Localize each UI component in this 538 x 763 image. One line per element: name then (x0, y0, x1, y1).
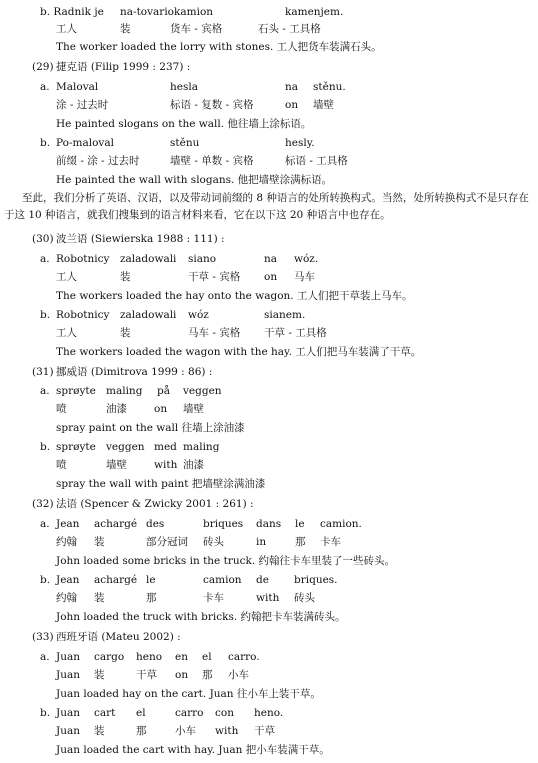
source-word: veggen (183, 385, 222, 397)
source-word: dans (256, 518, 282, 530)
source-word: cargo (94, 651, 125, 663)
gloss-word: 装 (94, 669, 105, 681)
gloss-word: 马车 - 宾格 (188, 327, 241, 339)
source-word: Maloval (56, 81, 99, 93)
source-word: carro (175, 707, 204, 719)
source-word: cart (94, 707, 116, 719)
source-word: des (146, 518, 165, 530)
translation: spray paint on the wall 往墙上涂油漆 (56, 422, 245, 434)
source-word: briques. (294, 574, 338, 586)
source-word: sprøyte (56, 441, 96, 453)
source-word: de (256, 574, 269, 586)
source-word: Robotnicy (56, 253, 110, 265)
source-word: achargé (94, 574, 138, 586)
source-word: le (146, 574, 156, 586)
example-label: b. (40, 441, 51, 453)
source-word: Jean (56, 518, 80, 530)
gloss-word: 干草 (136, 669, 157, 681)
gloss-word: 工人 (56, 23, 77, 35)
example-title: 法语 (Spencer & Zwicky 2001 : 261) : (56, 498, 254, 510)
translation: The worker loaded the lorry with stones. 工人把货车装满石头。 (56, 41, 382, 53)
gloss-word: 小车 (228, 669, 249, 681)
gloss-word: in (256, 536, 267, 548)
gloss-word: 砖头 (294, 592, 315, 604)
gloss-word: 那 (202, 669, 213, 681)
gloss-word: Juan (56, 669, 80, 681)
example-label: a. (40, 651, 50, 663)
gloss-word: 油漆 (183, 459, 204, 471)
example-number: (32) (32, 498, 54, 510)
translation: He painted the wall with slogans. 他把墙壁涂满标语。 (56, 174, 333, 186)
translation: Juan loaded hay on the cart. Juan 往小车上装干草。 (56, 688, 321, 700)
example-title: 捷克语 (Filip 1999 : 237) : (56, 61, 191, 73)
source-word: wóz. (294, 253, 319, 265)
translation: The workers loaded the wagon with the hay. 工人们把马车装满了干草。 (56, 346, 422, 358)
example-label: b. (40, 707, 51, 719)
source-word: maling (183, 441, 220, 453)
example-label: b. (40, 574, 51, 586)
source-word: briques (203, 518, 244, 530)
source-word: el (136, 707, 146, 719)
source-word: Juan (56, 707, 80, 719)
example-label: a. (40, 253, 50, 265)
source-word: sianem. (264, 309, 306, 321)
source-word: heno (136, 651, 163, 663)
gloss-word: 那 (295, 536, 306, 548)
translation: Juan loaded the cart with hay. Juan 把小车装满干草。 (56, 744, 330, 756)
source-word: kamenjem. (285, 6, 344, 18)
gloss-word: on (175, 669, 189, 681)
gloss-word: 装 (120, 271, 131, 283)
example-label: a. (40, 518, 50, 530)
gloss-word: 约翰 (56, 592, 77, 604)
gloss-word: Juan (56, 725, 80, 737)
source-word: wóz (188, 309, 209, 321)
source-word: veggen (106, 441, 145, 453)
gloss-word: 那 (146, 592, 157, 604)
gloss-word: 工人 (56, 327, 77, 339)
source-word: hesly. (285, 137, 315, 149)
gloss-word: 装 (94, 725, 105, 737)
source-word: heno. (254, 707, 284, 719)
source-word: med (154, 441, 177, 453)
example-title: 波兰语 (Siewierska 1988 : 111) : (56, 233, 225, 245)
source-word: Juan (56, 651, 80, 663)
gloss-word: 墙壁 (313, 99, 334, 111)
source-word: en (175, 651, 188, 663)
source-word: siano (188, 253, 217, 265)
gloss-word: with (256, 592, 280, 604)
gloss-word: 装 (94, 592, 105, 604)
gloss-word: 墙壁 - 单数 - 宾格 (170, 155, 254, 167)
source-word: achargé (94, 518, 138, 530)
gloss-word: 油漆 (106, 403, 127, 415)
gloss-word: 马车 (294, 271, 315, 283)
example-label: a. (40, 385, 50, 397)
gloss-word: 工人 (56, 271, 77, 283)
source-word: zaladowali (120, 253, 177, 265)
example-number: (29) (32, 61, 54, 73)
source-word: stěnu. (313, 81, 346, 93)
source-word: Jean (56, 574, 80, 586)
gloss-word: 装 (94, 536, 105, 548)
gloss-word: 干草 - 宾格 (188, 271, 241, 283)
gloss-word: 卡车 (203, 592, 224, 604)
gloss-word: 货车 - 宾格 (170, 23, 223, 35)
source-word: zaladowali (120, 309, 177, 321)
gloss-word: with (215, 725, 239, 737)
source-word: stěnu (170, 137, 200, 149)
gloss-word: 干草 (254, 725, 275, 737)
gloss-word: 标语 - 工具格 (285, 155, 348, 167)
source-word: hesla (170, 81, 198, 93)
gloss-word: 石头 - 工具格 (258, 23, 321, 35)
example-label: a. (40, 81, 50, 93)
source-word: på (157, 385, 170, 397)
gloss-word: 装 (120, 23, 131, 35)
gloss-word: with (154, 459, 178, 471)
gloss-word: 约翰 (56, 536, 77, 548)
gloss-word: on (285, 99, 299, 111)
example-title: 挪威语 (Dimitrova 1999 : 86) : (56, 366, 213, 378)
gloss-word: 喷 (56, 403, 67, 415)
source-word: Po-maloval (56, 137, 114, 149)
gloss-word: 干草 - 工具格 (264, 327, 327, 339)
translation: spray the wall with paint 把墙壁涂满油漆 (56, 478, 266, 490)
source-word: le (295, 518, 305, 530)
translation: He painted slogans on the wall. 他往墙上涂标语。 (56, 118, 312, 130)
source-word: camion. (320, 518, 362, 530)
gloss-word: 小车 (175, 725, 196, 737)
gloss-word: 砖头 (203, 536, 224, 548)
gloss-word: 卡车 (320, 536, 341, 548)
source-word: na-tovariokamion (120, 6, 214, 18)
body-paragraph: 至此，我们分析了英语、汉语，以及带动词前缀的 8 种语言的处所转换构式。当然，处所转换构式不是只存在于这 10 种语言，就我们搜集到的语言材料来看，它在以下这 20 种语言中也存在。 (4, 192, 529, 221)
gloss-word: 涂 - 过去时 (56, 99, 109, 111)
source-word: sprøyte (56, 385, 96, 397)
example-label: b. Radnik je (40, 6, 104, 18)
source-word: carro. (228, 651, 260, 663)
source-word: Robotnicy (56, 309, 110, 321)
gloss-word: on (264, 271, 278, 283)
translation: The workers loaded the hay onto the wagon. 工人们把干草装上马车。 (56, 290, 413, 302)
source-word: el (202, 651, 212, 663)
gloss-word: 那 (136, 725, 147, 737)
gloss-word: 标语 - 复数 - 宾格 (170, 99, 254, 111)
source-word: maling (106, 385, 143, 397)
translation: John loaded the truck with bricks. 约翰把卡车装满砖头。 (56, 611, 346, 623)
gloss-word: 部分冠词 (146, 536, 188, 548)
source-word: na (264, 253, 278, 265)
example-number: (31) (32, 366, 54, 378)
example-label: b. (40, 137, 51, 149)
gloss-word: 前缀 - 涂 - 过去时 (56, 155, 140, 167)
source-word: camion (203, 574, 242, 586)
translation: John loaded some bricks in the truck. 约翰往卡车里装了一些砖头。 (56, 555, 396, 567)
gloss-word: on (154, 403, 168, 415)
example-number: (33) (32, 631, 54, 643)
source-word: na (285, 81, 299, 93)
example-number: (30) (32, 233, 54, 245)
source-word: con (215, 707, 234, 719)
gloss-word: 装 (120, 327, 131, 339)
gloss-word: 墙壁 (183, 403, 204, 415)
gloss-word: 墙壁 (106, 459, 127, 471)
example-label: b. (40, 309, 51, 321)
example-title: 西班牙语 (Mateu 2002) : (56, 631, 181, 643)
gloss-word: 喷 (56, 459, 67, 471)
